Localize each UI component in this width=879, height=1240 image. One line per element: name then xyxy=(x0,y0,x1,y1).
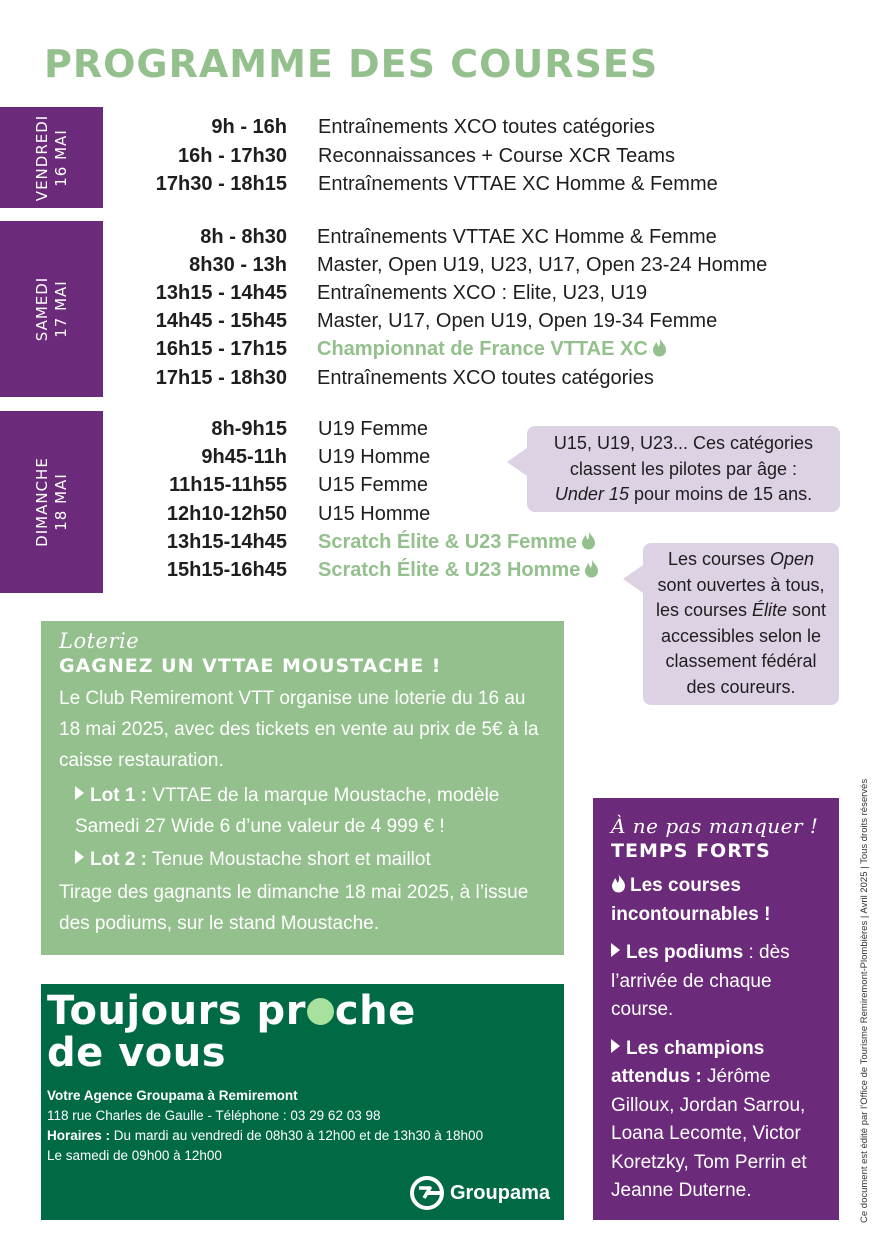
page-title: PROGRAMME DES COURSES xyxy=(44,42,659,86)
schedule-time: 16h15 - 17h15 xyxy=(155,338,287,360)
highlights-heading: TEMPS FORTS xyxy=(611,840,771,862)
schedule-event: Scratch Élite & U23 Homme xyxy=(318,559,599,587)
day-tab-sunday: DIMANCHE 18 MAI xyxy=(0,411,103,593)
schedule-time: 8h-9h15 xyxy=(211,418,287,440)
flame-icon xyxy=(611,874,626,893)
schedule-time: 8h30 - 13h xyxy=(189,254,287,276)
schedule-event: Entraînements XCO toutes catégories xyxy=(317,367,654,389)
schedule-time: 8h - 8h30 xyxy=(200,226,287,248)
schedule-event: Master, Open U19, U23, U17, Open 23-24 Homme xyxy=(317,254,768,276)
copyright-note: Ce document est édité par l’Office de Tourisme Remiremont-Plombières | Avril 2025 | Tous droits réservés xyxy=(859,778,870,1223)
day-tab-friday: VENDREDI 16 MAI xyxy=(0,107,103,208)
schedule-time: 15h15-16h45 xyxy=(166,559,287,581)
schedule-event: Scratch Élite & U23 Femme xyxy=(318,531,596,559)
flame-icon xyxy=(580,559,599,581)
schedule-event: U19 Homme xyxy=(318,446,431,468)
schedule-time: 13h15 - 14h45 xyxy=(155,282,287,304)
schedule-event: Entraînements VTTAE XC Homme & Femme xyxy=(317,226,717,248)
agency-slogan: Toujours pr che de vous xyxy=(47,988,416,1076)
highlight-item-podiums: Les podiums : dès l’arrivée de chaque course. xyxy=(611,942,790,1020)
flame-icon xyxy=(581,531,596,550)
categories-callout: U15, U19, U23... Ces catégories classent les pilotes par âge : Under 15 pour moins de 15 ans. xyxy=(527,426,840,512)
flame-icon xyxy=(648,338,667,360)
circle-o-icon xyxy=(307,998,334,1025)
schedule-event: U19 Femme xyxy=(318,418,429,440)
agency-ad xyxy=(41,984,564,1220)
lottery-lot-1: Lot 1 : VTTAE de la marque Moustache, modèle Samedi 27 Wide 6 d’une valeur de 4 999 € ! xyxy=(75,785,500,837)
highlight-item-champions: Les champions attendus : Jérôme Gilloux, Jordan Sarrou, Loana Lecomte, Victor Koretzky, Tom Perrin et Jeanne Duterne. xyxy=(611,1037,807,1201)
schedule-event: Master, U17, Open U19, Open 19-34 Femme xyxy=(317,310,718,332)
schedule-time: 17h15 - 18h30 xyxy=(155,367,287,389)
flame-icon xyxy=(577,531,596,553)
schedule-time: 11h15-11h55 xyxy=(169,474,287,496)
groupama-logo: Groupama xyxy=(410,1176,550,1210)
schedule-time: 13h15-14h45 xyxy=(166,531,287,553)
groupama-logo-icon xyxy=(410,1176,444,1210)
arrow-right-icon xyxy=(75,850,84,864)
schedule-event: Championnat de France VTTAE XC xyxy=(317,338,667,366)
lottery-outro: Tirage des gagnants le dimanche 18 mai 2025, à l’issue des podiums, sur le stand Moustache. xyxy=(59,882,529,934)
lottery-intro: Le Club Remiremont VTT organise une loterie du 16 au 18 mai 2025, avec des tickets en vente au prix de 5€ à la caisse restauration. xyxy=(59,688,539,771)
lottery-lot-2: Lot 2 : Tenue Moustache short et maillot xyxy=(59,844,546,875)
schedule-time: 14h45 - 15h45 xyxy=(155,310,287,332)
open-elite-callout: Les courses Open sont ouvertes à tous, les courses Élite sont accessibles selon le classement fédéral des coureurs. xyxy=(643,543,839,705)
arrow-right-icon xyxy=(611,943,620,957)
schedule-event: U15 Femme xyxy=(318,474,429,496)
schedule-event: Entraînements VTTAE XC Homme & Femme xyxy=(318,173,718,195)
highlight-item-races: Les courses incontournables ! xyxy=(611,875,771,925)
schedule-time: 16h - 17h30 xyxy=(178,145,287,167)
day-tab-saturday: SAMEDI 17 MAI xyxy=(0,221,103,397)
arrow-right-icon xyxy=(75,786,84,800)
schedule-event: Entraînements XCO toutes catégories xyxy=(318,116,655,138)
flame-icon xyxy=(652,338,667,357)
agency-info: Votre Agence Groupama à Remiremont 118 rue Charles de Gaulle - Téléphone : 03 29 62 03 98 Horaires : Du mardi au vendredi de 08h30 à 12h00 et de 13h30 à 18h00 Le samedi de 09h00 à 12h00 xyxy=(47,1088,484,1163)
schedule-event: Reconnaissances + Course XCR Teams xyxy=(318,145,676,167)
lottery-heading: GAGNEZ UN VTTAE MOUSTACHE ! xyxy=(59,655,442,677)
schedule-time: 9h45-11h xyxy=(201,446,287,468)
schedule-time: 9h - 16h xyxy=(211,116,287,138)
schedule-time: 12h10-12h50 xyxy=(166,503,287,525)
highlights-script-title: À ne pas manquer ! xyxy=(611,814,819,838)
flame-icon xyxy=(584,559,599,578)
schedule-event: Entraînements XCO : Elite, U23, U19 xyxy=(317,282,648,304)
schedule-event: U15 Homme xyxy=(318,503,431,525)
lottery-box xyxy=(41,621,564,955)
highlights-box xyxy=(593,798,839,1220)
lottery-script-title: Loterie xyxy=(59,629,140,653)
arrow-right-icon xyxy=(611,1039,620,1053)
schedule-time: 17h30 - 18h15 xyxy=(155,173,287,195)
